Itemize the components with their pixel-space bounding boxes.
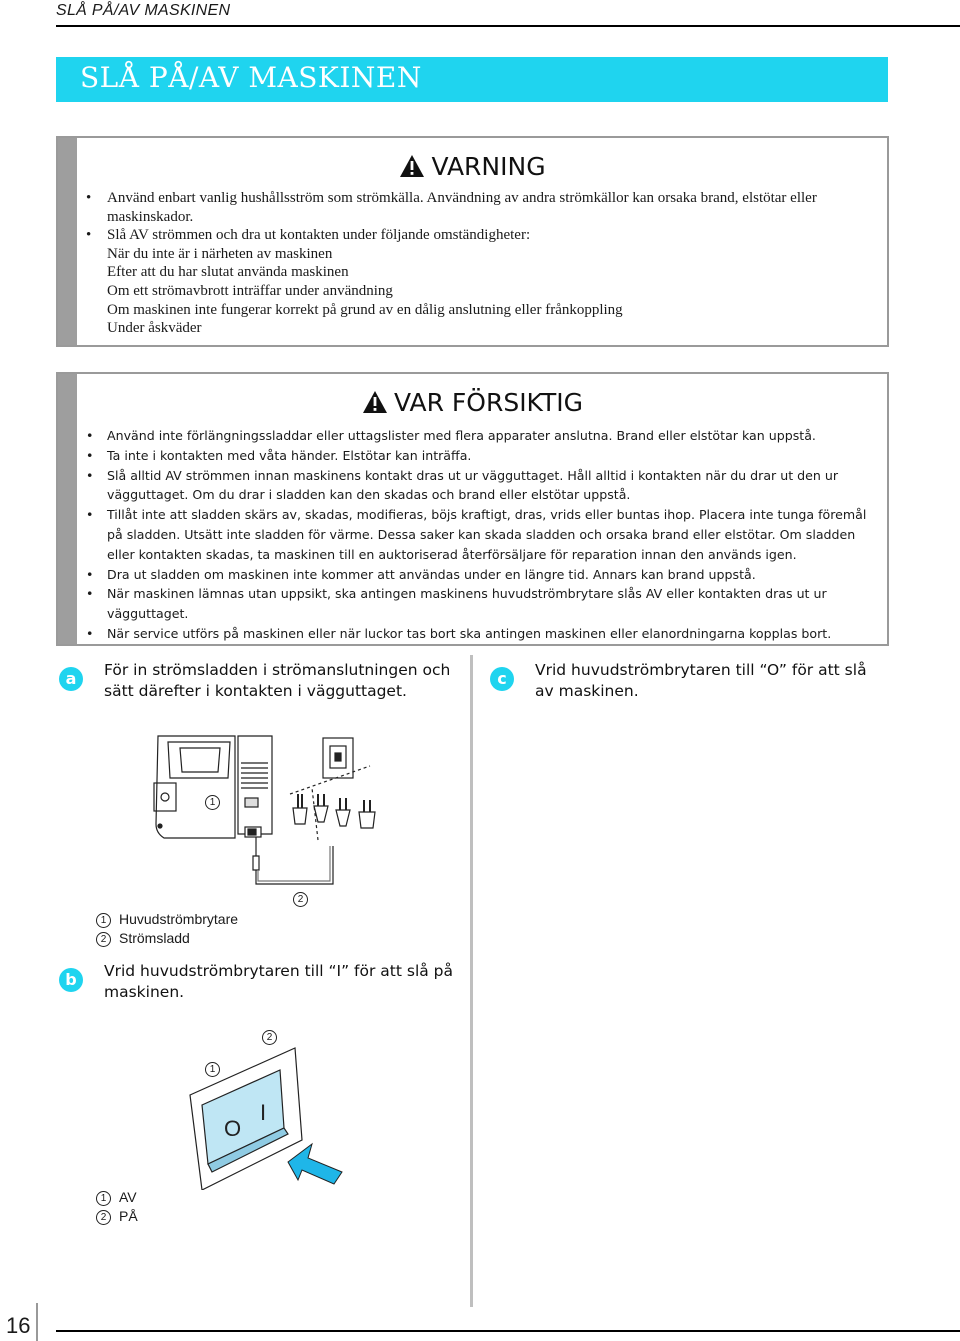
step-2-icon: b [59,968,83,992]
step-3-text: Vrid huvudströmbrytaren till “O” för att slå av maskinen. [535,661,867,700]
caution-item: • När service utförs på maskinen eller när luckor tas bort ska antingen maskinen eller elanordningarna kopplas bort. [83,624,869,644]
callout-1: 1 [205,1062,220,1077]
callout-2: 2 [262,1030,277,1045]
warning-item [83,189,869,226]
caution-item: • Dra ut sladden om maskinen inte kommer att användas under en längre tid. Annars kan brand uppstå. [83,565,869,585]
warning-sub-item: Om maskinen inte fungerar korrekt på grund av en dålig anslutning eller frånkoppling [107,301,623,318]
footer-rule [56,1330,960,1332]
step-1-text: För in strömsladden i strömanslutningen och sätt därefter i kontakten i vägguttaget. [104,661,451,700]
warning-item-text: Slå AV strömmen och dra ut kontakten under följande omständigheter: [107,227,531,244]
caution-triangle-icon [362,390,388,414]
warning-sub-item: Om ett strömavbrott inträffar under användning [107,282,393,299]
page-number-divider [36,1303,38,1341]
legend-num: 2 [96,1210,111,1225]
callout-2: 2 [293,892,308,907]
header-rule [56,25,960,27]
legend-item [96,1207,138,1226]
caution-item: • Använd inte förlängningssladdar eller uttagslister med flera apparater anslutna. Brand eller elstötar kan uppstå. [83,426,869,446]
section-title: SLÅ PÅ/AV MASKINEN [80,61,422,94]
warning-heading [58,152,887,181]
arrow-icon [288,1144,342,1184]
section-title-bar [56,57,888,102]
warning-sub-item: Efter att du har slutat använda maskinen [107,264,349,281]
warning-sub-item: När du inte är i närheten av maskinen [107,245,333,262]
warning-item-text: Använd enbart vanlig hushållsström som strömkälla. Användning av andra strömkällor kan orsaka brand, elstötar eller maskinskador. [107,190,817,225]
step-3-icon: c [490,667,514,691]
legend-label: Strömsladd [119,930,190,946]
figure-2-legend [96,1188,138,1226]
column-divider [470,655,473,1307]
caution-box [56,372,889,646]
legend-num: 1 [96,1191,111,1206]
switch-on-label: I [260,1100,267,1125]
caution-item: • När maskinen lämnas utan uppsikt, ska antingen maskinens huvudströmbrytare slås AV eller kontakten dras ut ur vägguttaget. [83,584,869,624]
step-2-text: Vrid huvudströmbrytaren till “I” för att slå på maskinen. [104,962,454,1001]
legend-label: PÅ [119,1208,138,1224]
caution-item: • Ta inte i kontakten med våta händer. Elstötar kan inträffa. [83,446,869,466]
caution-item: • Slå alltid AV strömmen innan maskinens kontakt dras ut ur vägguttaget. Håll alltid i kontakten när du drar ut den ur vägguttaget. Om du drar i sladden kan den skadas och brand eller elstötar uppstå. [83,466,869,506]
callout-1: 1 [205,795,220,810]
legend-item [96,910,238,929]
warning-triangle-icon [399,154,425,178]
step-1-icon: a [59,667,83,691]
power-cord-illustration [140,728,390,898]
power-switch-illustration [180,1040,350,1190]
caution-list [83,426,869,644]
legend-item [96,929,238,948]
legend-num: 2 [96,932,111,947]
legend-label: AV [119,1189,137,1205]
warning-heading-text: VARNING [431,152,546,181]
switch-off-label: O [224,1116,242,1141]
warning-item [83,226,869,338]
legend-label: Huvudströmbrytare [119,911,239,927]
legend-item [96,1188,138,1207]
page-number: 16 [6,1313,31,1338]
running-header: SLÅ PÅ/AV MASKINEN [56,2,231,19]
caution-heading-text: VAR FÖRSIKTIG [393,388,584,417]
legend-num: 1 [96,913,111,928]
figure-1-legend [96,910,238,948]
caution-heading [58,388,887,417]
warning-list [83,189,869,338]
warning-box [56,136,889,347]
caution-item: • Tillåt inte att sladden skärs av, skadas, modifieras, böjs kraftigt, dras, vrids eller buntas ihop. Placera inte tunga föremål på sladden. Utsätt inte sladden för värme. Dessa saker kan skada sladden och orsaka brand eller elstötar. Om sladden eller kontakten skadas, ta maskinen till en auktoriserad återförsäljare för reparation innan den används igen. [83,505,869,564]
warning-sub-item: Under åskväder [107,320,202,337]
